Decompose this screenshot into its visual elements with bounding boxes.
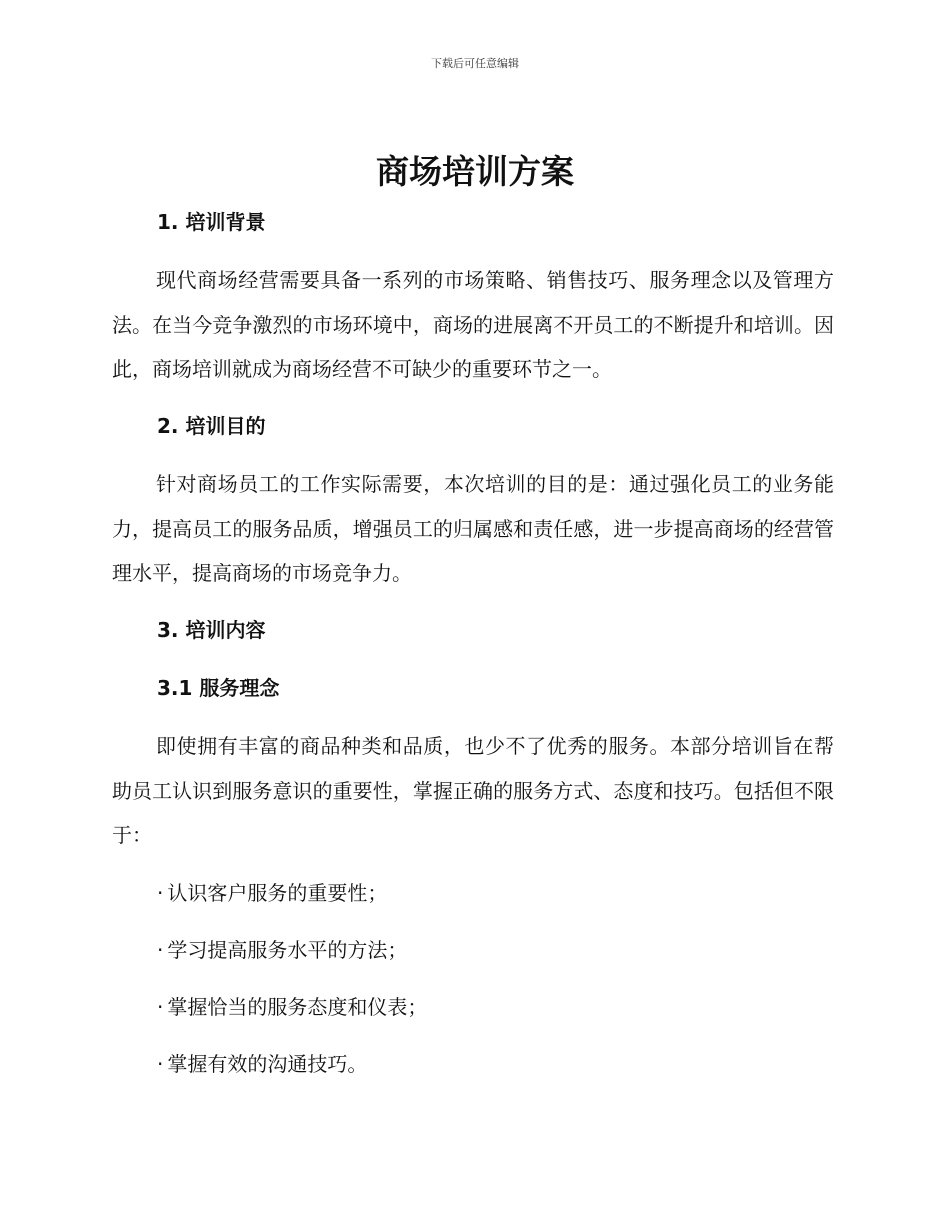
section-heading-purpose: 2. 培训目的: [157, 414, 266, 438]
list-item-text: 掌握有效的沟通技巧。: [167, 1052, 368, 1076]
paragraph-background: 现代商场经营需要具备一系列的市场策略、销售技巧、服务理念以及管理方法。在当今竞争激烈的市场环境中，商场的进展离不开员工的不断提升和培训。因此，商场培训就成为商场经营不可缺少的重要环节之一。: [112, 268, 834, 381]
list-item-text: 认识客户服务的重要性；: [167, 881, 388, 905]
list-item: [157, 992, 427, 1022]
bullet-mark: ·: [157, 881, 164, 905]
list-item-text: 学习提高服务水平的方法；: [167, 938, 408, 962]
header-note: 下载后可任意编辑: [431, 57, 519, 70]
list-item: [157, 1049, 367, 1079]
section-heading-content: 3. 培训内容: [157, 618, 266, 642]
list-item-text: 掌握恰当的服务态度和仪表；: [167, 995, 428, 1019]
section-heading-background: 1. 培训背景: [157, 210, 266, 234]
list-item: [157, 935, 407, 965]
bullet-mark: ·: [157, 1052, 164, 1076]
document-title: 商场培训方案: [376, 152, 574, 191]
list-item: [157, 878, 387, 908]
paragraph-service-concept: 即使拥有丰富的商品种类和品质，也少不了优秀的服务。本部分培训旨在帮助员工认识到服务意识的重要性，掌握正确的服务方式、态度和技巧。包括但不限于：: [112, 734, 834, 847]
subsection-heading-service-concept: 3.1 服务理念: [157, 676, 280, 700]
paragraph-purpose: 针对商场员工的工作实际需要，本次培训的目的是：通过强化员工的业务能力，提高员工的服务品质，增强员工的归属感和责任感，进一步提高商场的经营管理水平，提高商场的市场竞争力。: [112, 472, 834, 585]
bullet-mark: ·: [157, 995, 164, 1019]
bullet-mark: ·: [157, 938, 164, 962]
